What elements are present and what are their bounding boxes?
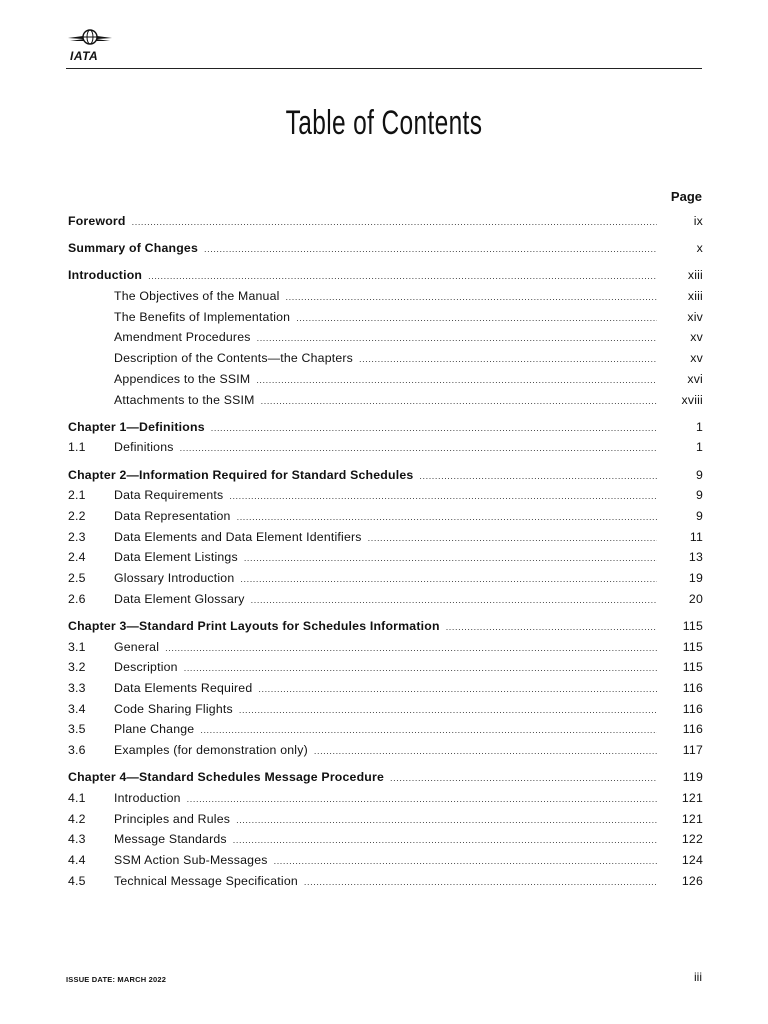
toc-section-entry[interactable] — [68, 657, 703, 678]
dot-leader — [261, 391, 657, 412]
entry-page-number: 115 — [682, 660, 703, 675]
logo-text: IATA — [70, 49, 99, 63]
entry-label: Data Elements Required — [114, 680, 253, 695]
entry-label: Chapter 2—Information Required for Standard Schedules — [68, 467, 414, 482]
toc-section-entry[interactable] — [68, 850, 703, 871]
entry-page-number: 9 — [695, 508, 703, 523]
toc-chapter-entry[interactable] — [68, 616, 703, 637]
entry-page-number: 116 — [682, 680, 703, 695]
section-number: 4.5 — [68, 873, 86, 888]
entry-page-number: 116 — [682, 722, 703, 737]
entry-page-number: xiii — [687, 268, 703, 283]
dot-leader — [184, 658, 657, 679]
toc-section-entry[interactable] — [68, 809, 703, 830]
dot-leader — [200, 720, 657, 741]
entry-label: Plane Change — [114, 722, 195, 737]
entry-label: Data Representation — [114, 508, 231, 523]
entry-page-number: 1 — [695, 419, 703, 434]
dot-leader — [236, 810, 657, 831]
entry-label: The Benefits of Implementation — [114, 309, 291, 324]
entry-label: Data Element Listings — [114, 550, 238, 565]
entry-label: Introduction — [114, 790, 181, 805]
toc-section-entry[interactable] — [68, 678, 703, 699]
dot-leader — [251, 590, 657, 611]
entry-label: Chapter 3—Standard Print Layouts for Schedules Information — [68, 618, 440, 633]
entry-page-number: xv — [690, 351, 703, 366]
entry-label: Foreword — [68, 214, 126, 228]
toc-section-entry[interactable] — [68, 369, 703, 390]
section-number: 4.4 — [68, 852, 86, 867]
dot-leader — [258, 679, 657, 700]
toc-section-entry[interactable] — [68, 506, 703, 527]
toc-section-entry[interactable] — [68, 485, 703, 506]
toc-section-entry[interactable] — [68, 437, 703, 458]
dot-leader — [419, 466, 657, 487]
entry-page-number: ix — [693, 214, 703, 228]
toc-chapter-entry[interactable] — [68, 417, 703, 438]
toc-section-entry[interactable] — [68, 788, 703, 809]
entry-page-number: 20 — [688, 591, 703, 606]
section-number: 1.1 — [68, 440, 86, 455]
dot-leader — [286, 287, 657, 308]
toc-section-entry[interactable] — [68, 568, 703, 589]
toc-chapter-entry[interactable] — [68, 238, 703, 259]
page-column-label: Page — [670, 189, 702, 204]
dot-leader — [314, 741, 657, 762]
dot-leader — [148, 266, 657, 287]
section-number: 2.5 — [68, 571, 86, 585]
dot-leader — [165, 638, 657, 659]
entry-page-number: 19 — [688, 571, 703, 585]
toc-section-entry[interactable] — [68, 829, 703, 850]
entry-page-number: 11 — [689, 529, 703, 544]
toc-section-entry[interactable] — [68, 348, 703, 369]
toc-section-entry[interactable] — [68, 527, 703, 548]
entry-label: Examples (for demonstration only) — [114, 743, 308, 757]
entry-label: Description of the Contents—the Chapters — [114, 351, 354, 366]
entry-label: Data Requirements — [114, 488, 224, 503]
toc-section-entry[interactable] — [68, 637, 703, 658]
section-number: 3.1 — [68, 639, 86, 654]
dot-leader — [359, 349, 657, 370]
entry-label: Principles and Rules — [114, 811, 231, 826]
entry-page-number: 119 — [682, 770, 703, 785]
entry-page-number: 121 — [681, 790, 703, 805]
entry-label: Appendices to the SSIM — [114, 371, 251, 386]
section-number: 2.4 — [68, 550, 86, 565]
entry-label: General — [114, 639, 160, 654]
toc-section-entry[interactable] — [68, 327, 703, 348]
toc-chapter-entry[interactable] — [68, 265, 703, 286]
toc-section-entry[interactable] — [68, 871, 703, 892]
toc-section-entry[interactable] — [68, 390, 703, 411]
entry-page-number: 126 — [681, 873, 703, 888]
dot-leader — [132, 212, 657, 233]
toc-section-entry[interactable] — [68, 740, 703, 761]
section-number: 3.5 — [68, 722, 86, 737]
entry-label: Description — [114, 660, 178, 675]
dot-leader — [187, 789, 657, 810]
toc-chapter-entry[interactable] — [68, 767, 703, 788]
toc-section-entry[interactable] — [68, 699, 703, 720]
entry-page-number: 117 — [682, 743, 703, 757]
dot-leader — [390, 768, 657, 789]
toc-section-entry[interactable] — [68, 719, 703, 740]
toc-chapter-entry[interactable] — [68, 465, 703, 486]
dot-leader — [304, 872, 657, 893]
entry-label: Definitions — [114, 440, 174, 455]
entry-page-number: 115 — [682, 639, 703, 654]
issue-date: ISSUE DATE: MARCH 2022 — [66, 975, 167, 984]
dot-leader — [296, 308, 657, 329]
entry-page-number: xviii — [681, 392, 703, 407]
entry-label: Summary of Changes — [68, 241, 199, 256]
dot-leader — [237, 507, 657, 528]
section-number: 2.1 — [68, 488, 86, 503]
entry-label: Attachments to the SSIM — [114, 392, 255, 407]
entry-label: Amendment Procedures — [114, 330, 251, 345]
section-number: 4.3 — [68, 832, 86, 847]
toc-section-entry[interactable] — [68, 547, 703, 568]
section-number: 2.2 — [68, 508, 86, 523]
section-number: 3.6 — [68, 743, 86, 757]
toc-section-entry[interactable] — [68, 307, 703, 328]
dot-leader — [233, 830, 657, 851]
entry-page-number: 116 — [682, 701, 703, 716]
dot-leader — [180, 438, 657, 459]
page-header — [66, 28, 702, 69]
entry-label: Code Sharing Flights — [114, 701, 233, 716]
entry-page-number: xiii — [687, 289, 703, 304]
dot-leader — [204, 239, 657, 260]
dot-leader — [239, 700, 657, 721]
toc-section-entry[interactable] — [68, 286, 703, 307]
section-number: 2.3 — [68, 529, 86, 544]
entry-label: Message Standards — [114, 832, 227, 847]
entry-label: Data Elements and Data Element Identifiers — [114, 529, 362, 544]
entry-page-number: 9 — [695, 467, 703, 482]
entry-page-number: 122 — [681, 832, 703, 847]
entry-page-number: xv — [690, 330, 703, 345]
entry-page-number: 124 — [681, 852, 703, 867]
section-number: 4.1 — [68, 790, 86, 805]
dot-leader — [257, 328, 657, 349]
section-number: 4.2 — [68, 811, 86, 826]
section-number: 3.4 — [68, 701, 86, 716]
entry-page-number: 121 — [681, 811, 703, 826]
dot-leader — [244, 548, 657, 569]
dot-leader — [256, 370, 657, 391]
dot-leader — [240, 569, 657, 590]
entry-page-number: xiv — [687, 309, 703, 324]
dot-leader — [446, 617, 657, 638]
entry-page-number: 9 — [695, 488, 703, 503]
iata-logo — [66, 28, 126, 66]
entry-label: SSM Action Sub-Messages — [114, 852, 268, 867]
entry-label: Chapter 1—Definitions — [68, 419, 205, 434]
section-number: 3.3 — [68, 680, 86, 695]
entry-label: The Objectives of the Manual — [114, 289, 280, 304]
toc-section-entry[interactable] — [68, 589, 703, 610]
entry-page-number: 13 — [688, 550, 703, 565]
entry-page-number: x — [696, 241, 703, 256]
page-title: Table of Contents — [285, 104, 483, 142]
entry-label: Introduction — [68, 268, 143, 283]
page-number: iii — [694, 970, 702, 984]
entry-page-number: 1 — [695, 440, 703, 455]
dot-leader — [211, 418, 657, 439]
entry-label: Glossary Introduction — [114, 571, 235, 585]
entry-label: Chapter 4—Standard Schedules Message Procedure — [68, 770, 385, 785]
globe-wings-icon — [66, 28, 114, 50]
toc-chapter-entry[interactable] — [68, 211, 703, 232]
dot-leader — [274, 851, 657, 872]
entry-page-number: xvi — [687, 371, 703, 386]
section-number: 2.6 — [68, 591, 86, 606]
table-of-contents — [68, 211, 703, 891]
entry-label: Data Element Glossary — [114, 591, 245, 606]
dot-leader — [229, 486, 657, 507]
dot-leader — [368, 528, 657, 549]
section-number: 3.2 — [68, 660, 86, 675]
entry-label: Technical Message Specification — [114, 873, 298, 888]
entry-page-number: 115 — [682, 618, 703, 633]
